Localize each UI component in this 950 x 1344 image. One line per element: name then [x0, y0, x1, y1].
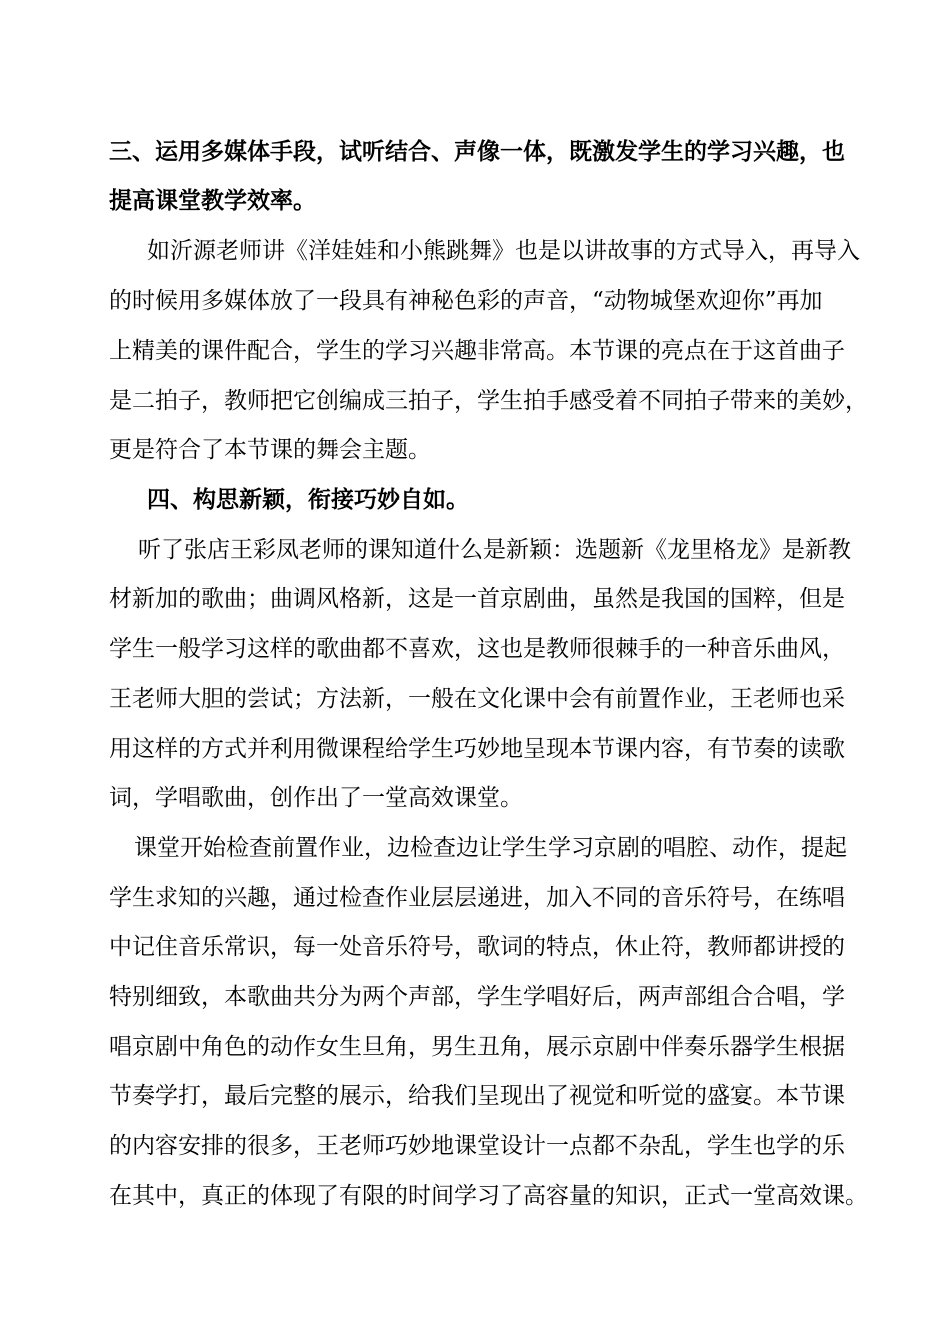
section-3-paragraph-line: 更是符合了本节课的舞会主题。 — [109, 437, 431, 463]
section-4-paragraph-2-line: 的内容安排的很多，王老师巧妙地课堂设计一点都不杂乱，学生也学的乐 — [109, 1133, 845, 1159]
section-4-paragraph-2-line: 在其中，真正的体现了有限的时间学习了高容量的知识，正式一堂高效课。 — [109, 1183, 868, 1209]
section-4-paragraph-2-line: 节奏学打，最后完整的展示，给我们呈现出了视觉和听觉的盛宴。本节课 — [109, 1083, 845, 1109]
section-3-paragraph-line: 的时候用多媒体放了一段具有神秘色彩的声音，“动物城堡欢迎你”再加 — [109, 288, 823, 314]
section-4-paragraph-2-line: 中记住音乐常识，每一处音乐符号，歌词的特点，休止符，教师都讲授的 — [109, 934, 845, 960]
section-4-paragraph-1-line: 用这样的方式并利用微课程给学生巧妙地呈现本节课内容，有节奏的读歌 — [109, 736, 845, 762]
section-4-paragraph-2-line: 学生求知的兴趣，通过检查作业层层递进，加入不同的音乐符号，在练唱 — [109, 885, 845, 911]
section-4-paragraph-2-line: 课堂开始检查前置作业，边检查边让学生学习京剧的唱腔、动作，提起 — [134, 835, 847, 861]
section-4-paragraph-1-line: 学生一般学习这样的歌曲都不喜欢，这也是教师很棘手的一种音乐曲风， — [109, 636, 845, 662]
section-4-paragraph-1-line: 材新加的歌曲；曲调风格新，这是一首京剧曲，虽然是我国的国粹，但是 — [109, 586, 845, 612]
section-4-paragraph-1-line: 王老师大胆的尝试；方法新，一般在文化课中会有前置作业，王老师也采 — [109, 686, 845, 712]
section-3-paragraph-line: 上精美的课件配合，学生的学习兴趣非常高。本节课的亮点在于这首曲子 — [109, 338, 845, 364]
section-4-paragraph-2-line: 特别细致，本歌曲共分为两个声部，学生学唱好后，两声部组合合唱，学 — [109, 984, 845, 1010]
section-4-paragraph-1-line: 听了张店王彩凤老师的课知道什么是新颖：选题新《龙里格龙》是新教 — [138, 537, 851, 563]
section-4-paragraph-2-line: 唱京剧中角色的动作女生旦角，男生丑角，展示京剧中伴奏乐器学生根据 — [109, 1034, 845, 1060]
section-4-paragraph-1-line: 词，学唱歌曲，创作出了一堂高效课堂。 — [109, 785, 523, 811]
section-3-paragraph-line: 如沂源老师讲《洋娃娃和小熊跳舞》也是以讲故事的方式导入，再导入 — [147, 238, 860, 264]
section-3-paragraph-line: 是二拍子，教师把它创编成三拍子，学生拍手感受着不同拍子带来的美妙， — [109, 388, 868, 414]
section-3-heading-line-1: 三、运用多媒体手段，试听结合、声像一体，既激发学生的学习兴趣，也 — [109, 138, 845, 165]
section-4-heading: 四、构思新颖，衔接巧妙自如。 — [147, 486, 469, 513]
section-3-heading-line-2: 提高课堂教学效率。 — [109, 187, 316, 214]
